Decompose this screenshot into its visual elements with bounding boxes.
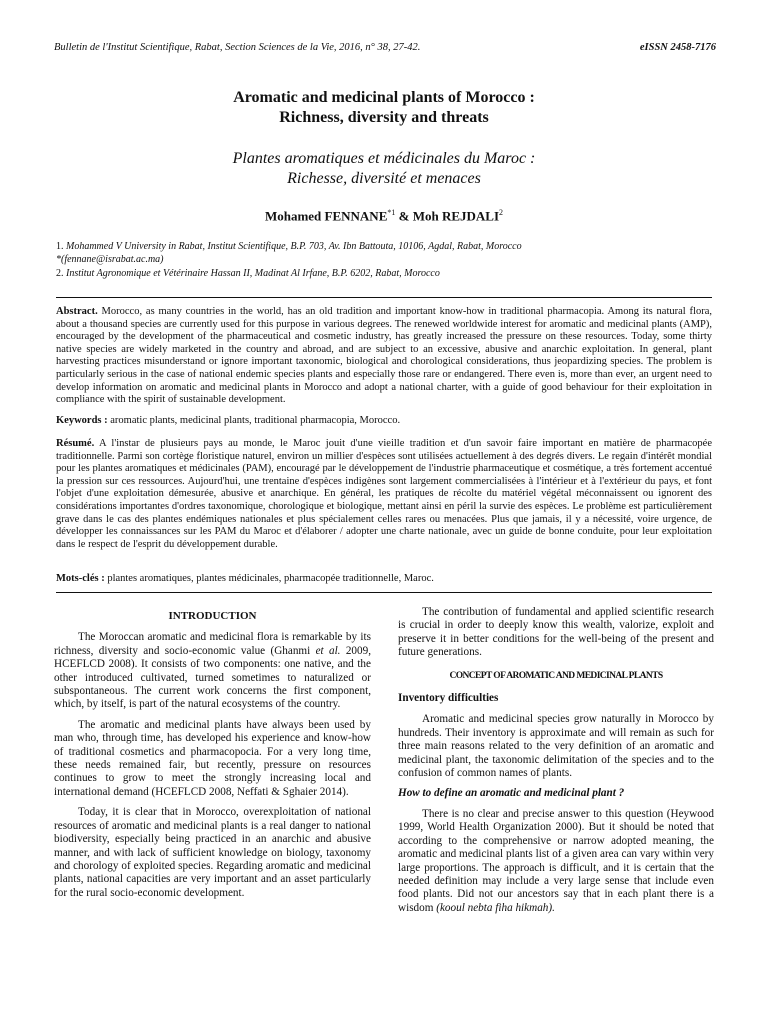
affiliation-1-text: Mohammed V University in Rabat, Institut Scientifique, B.P. 703, Av. Ibn Battouta, 10106, Agdal, Rabat, Morocco bbox=[66, 241, 522, 252]
abstract-label: Abstract. bbox=[56, 306, 98, 317]
resume-text: A l'instar de plusieurs pays au monde, le Maroc jouit d'une vieille tradition et d'un savoir faire important en matière de pharmacopée traditionnelle. Parmi son cortège floristique naturel, environ un millier d'espèces sont utilisées actuellement à des degrés divers. Le regain d'intérêt mondial pour les plantes aromatiques et médicinales (PAM), encouragé par le développement de l'industrie pharmaceutique et cosmétique, a très fortement accentué la pression sur ces ressources. Aujourd'hui, une trentaine d'espèces indigènes sont largement commercialisées à l'intérieur et à l'extérieur du pays, et font l'objet d'une exploitation démesurée, abusive et anarchique. En général, les pratiques de récolte du matériel végétal méconnaissent ou ignorent des considérations importantes d'ordres taxonomique, chorologique et biologique, mettant ainsi en péril la survie des espèces. Le problème est particulièrement grave dans le cas des plantes endémiques nationales et plus spécialement celles rares ou menacées. Plus que jamais, il y a nécessité, voire urgence, de développer les connaissances sur les PAM du Maroc et d'élaborer / adopter une charte nationale, avec un guide de bonne conduite, pour leur exploitation dans le respect de l'esprit du développement durable. bbox=[56, 438, 712, 550]
introduction-heading: INTRODUCTION bbox=[168, 610, 257, 622]
title-line-2: Richness, diversity and threats bbox=[279, 109, 489, 126]
author-2: Moh REJDALI bbox=[412, 208, 500, 224]
definition-paragraph bbox=[398, 808, 714, 915]
definition-subheading: How to define an aromatic and medicinal plant ? bbox=[398, 787, 625, 800]
author-separator: & bbox=[395, 208, 413, 224]
definition-quote: (kooul nebta fiha hikmah). bbox=[436, 901, 555, 914]
inventory-subheading: Inventory difficulties bbox=[398, 692, 499, 705]
affiliation-1-number: 1. bbox=[56, 241, 64, 252]
abstract bbox=[56, 306, 712, 407]
keywords bbox=[56, 415, 712, 428]
affiliation-1-email: *(fennane@israbat.ac.ma) bbox=[56, 254, 164, 265]
authors bbox=[0, 208, 768, 224]
affiliation-2-text: Institut Agronomique et Vétérinaire Hassan II, Madinat Al Irfane, B.P. 6202, Rabat, Morocco bbox=[66, 268, 440, 279]
mots-cles bbox=[56, 573, 712, 586]
inventory-paragraph: Aromatic and medicinal species grow naturally in Morocco by hundreds. Their inventory is approximate and will remain as such for three main reasons related to the very definition of an aromatic and medicinal plant, the taxonomic delimitation of the species and to the confusion of common names of plants. bbox=[398, 713, 714, 780]
french-title-line-1: Plantes aromatiques et médicinales du Maroc : bbox=[232, 150, 536, 167]
author-1-sup: *1 bbox=[387, 208, 396, 217]
paper-title bbox=[0, 88, 768, 128]
intro-p1-part-b: 2009, HCEFLCD 2008). It consists of two components: one native, and the other introduced cultivated, turned sometimes to naturalized or subspontaneous. The current work concerns the first component, which, by itself, is part of the natural ecosystems of the country. bbox=[54, 644, 371, 711]
intro-paragraph-1 bbox=[54, 631, 371, 711]
abstract-text: Morocco, as many countries in the world, has an old tradition and important know-how in traditional pharmacopia. Among its natural flora, about a thousand species are currently used for this purpose in various degrees. The renewed worldwide interest for aromatic and medicinal plants (AMP), encouraged by the development of the pharmaceutical and cosmetic industry, has greatly increased the pressure on these resources. Today, some thirty native species are widely marketed in the country and abroad, and are subject to an excessive, abusive and anarchic exploitation. In general, plant harvesting practices misunderstand or ignore important taxonomic, biological and chorological considerations, thus jeopardizing species. The problem is particularly serious in the case of national endemic species plants and especially those rare or endangered. There even is, more than ever, an urgent need to develop information on aromatic and medicinal plants in Morocco and adopt a national charter, with a guide of good behaviour for their exploitation in compliance with the spirit of sustainable development. bbox=[56, 306, 712, 406]
intro-paragraph-2: The aromatic and medicinal plants have always been used by man who, through time, has developed his experience and know-how of traditional cosmetics and pharmacopocia. For a very long time, these needs remained fair, but recently, pressure on resources continues to grow to meet the strongly increasing local and international demand (HCEFLCD 2008, Neffati & Sghaier 2014). bbox=[54, 718, 371, 798]
french-title bbox=[0, 149, 768, 189]
mots-cles-label: Mots-clés : bbox=[56, 573, 105, 584]
affiliation-1 bbox=[56, 240, 716, 266]
intro-p1-etal: et al. bbox=[315, 644, 341, 657]
author-2-sup: 2 bbox=[499, 208, 504, 217]
title-line-1: Aromatic and medicinal plants of Morocco : bbox=[233, 89, 535, 106]
mots-cles-text: plantes aromatiques, plantes médicinales, pharmacopée traditionnelle, Maroc. bbox=[104, 573, 434, 584]
affiliation-2-number: 2. bbox=[56, 268, 64, 279]
resume-label: Résumé. bbox=[56, 438, 95, 449]
eissn: eISSN 2458-7176 bbox=[639, 42, 716, 53]
keywords-label: Keywords : bbox=[56, 415, 108, 426]
right-column bbox=[398, 606, 714, 922]
intro-p1-part-a: The Moroccan aromatic and medicinal flora is remarkable by its richness, diversity and socio-economic value (Ghanmi bbox=[54, 631, 371, 657]
keywords-text: aromatic plants, medicinal plants, traditional pharmacopia, Morocco. bbox=[107, 415, 401, 426]
author-1: Mohamed FENNANE bbox=[264, 208, 388, 224]
intro-paragraph-3: Today, it is clear that in Morocco, overexploitation of national resources of aromatic and medicinal plants is a real danger to national biodiversity, especially being practiced in an anarchic and abusive manner, and with lack of sufficient knowledge on biology, taxonomy and chorology of exploited species. Regarding aromatic and medicinal plants, national capacities are very important and an asset particularly for the rural socio-economic development. bbox=[54, 806, 371, 899]
affiliation-2 bbox=[56, 267, 716, 280]
concept-heading: CONCEPT OF AROMATIC AND MEDICINAL PLANTS bbox=[449, 670, 663, 681]
top-rule bbox=[56, 297, 712, 298]
definition-text: There is no clear and precise answer to this question (Heywood 1999, World Health Organization 2000). But it should be noted that according to the comprehensive or narrow adopted meaning, the aromatic and medicinal plants list of a given area can vary within very large proportions. The approach is difficult, and it is certain that the needed definition may include a very large sense that include even food plants. Did not our ancestors say that in each plant there is a wisdom bbox=[398, 807, 714, 914]
right-paragraph-1: The contribution of fundamental and applied scientific research is crucial in order to deeply know this wealth, valorize, exploit and preserve it in better conditions for the well-being of the present and future generations. bbox=[398, 606, 714, 659]
resume bbox=[56, 438, 712, 551]
bottom-rule bbox=[56, 592, 712, 593]
french-title-line-2: Richesse, diversité et menaces bbox=[287, 170, 481, 187]
journal-citation: Bulletin de l'Institut Scientifique, Rabat, Section Sciences de la Vie, 2016, n° 38, 27-42. bbox=[54, 42, 421, 53]
left-column bbox=[54, 610, 371, 907]
